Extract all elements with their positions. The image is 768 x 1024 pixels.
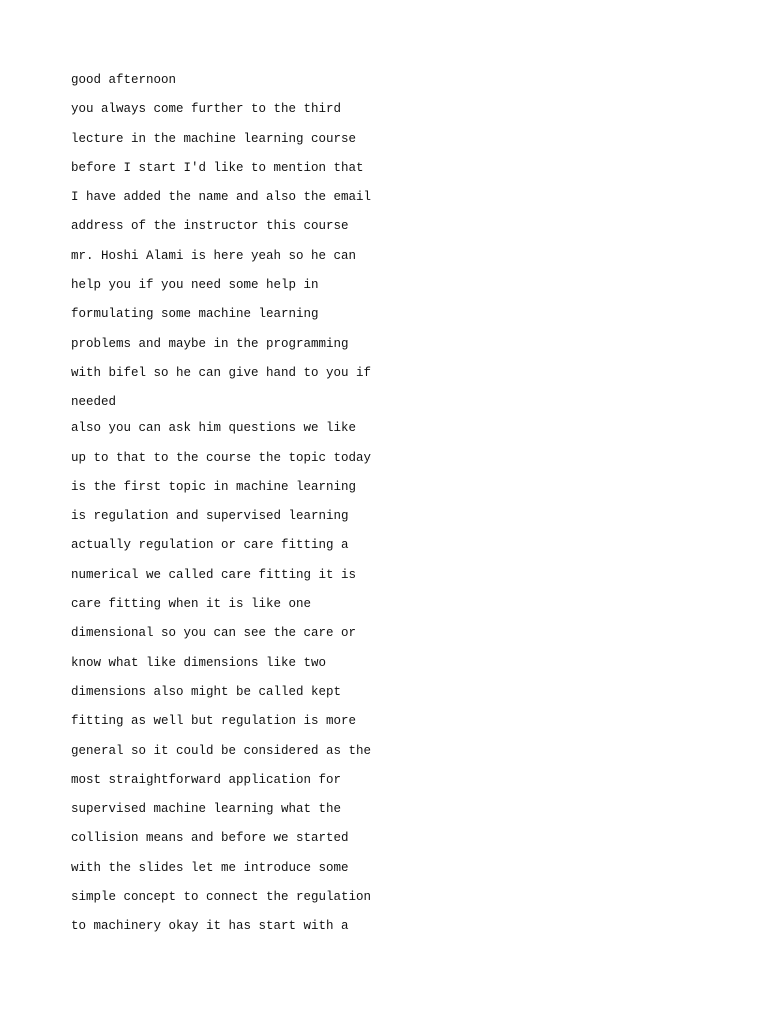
transcript-line: simple concept to connect the regulation [71,890,372,905]
transcript-line: fitting as well but regulation is more [71,714,357,729]
transcript-line: know what like dimensions like two [71,655,327,670]
transcript-line: is the first topic in machine learning [71,479,357,494]
transcript-line: dimensional so you can see the care or [71,626,357,641]
transcript-line: formulating some machine learning [71,307,319,322]
transcript-line: with bifel so he can give hand to you if [71,365,372,380]
transcript-page [71,70,731,946]
transcript-line: general so it could be considered as the [71,743,372,758]
transcript-line: care fitting when it is like one [71,597,312,612]
transcript-line: problems and maybe in the programming [71,336,349,351]
transcript-line: to machinery okay it has start with a [71,919,349,934]
transcript-line: I have added the name and also the email [71,190,372,205]
transcript-line: dimensions also might be called kept [71,684,342,699]
transcript-line: supervised machine learning what the [71,802,342,817]
transcript-line: mr. Hoshi Alami is here yeah so he can [71,248,357,263]
transcript-line: also you can ask him questions we like [71,421,357,436]
transcript-line: numerical we called care fitting it is [71,567,357,582]
transcript-line: good afternoon [71,73,177,87]
transcript-line: most straightforward application for [71,772,342,787]
transcript-line: you always come further to the third [71,102,342,117]
transcript-line: is regulation and supervised learning [71,509,349,524]
transcript-line: needed [71,395,117,410]
transcript-line: with the slides let me introduce some [71,860,349,875]
transcript-line: address of the instructor this course [71,219,349,234]
transcript-line: help you if you need some help in [71,278,319,293]
transcript-line: collision means and before we started [71,831,349,846]
transcript-line: actually regulation or care fitting a [71,538,349,553]
transcript-line: before I start I'd like to mention that [71,160,364,175]
transcript-line: lecture in the machine learning course [71,131,357,146]
transcript-line: up to that to the course the topic today [71,450,372,465]
